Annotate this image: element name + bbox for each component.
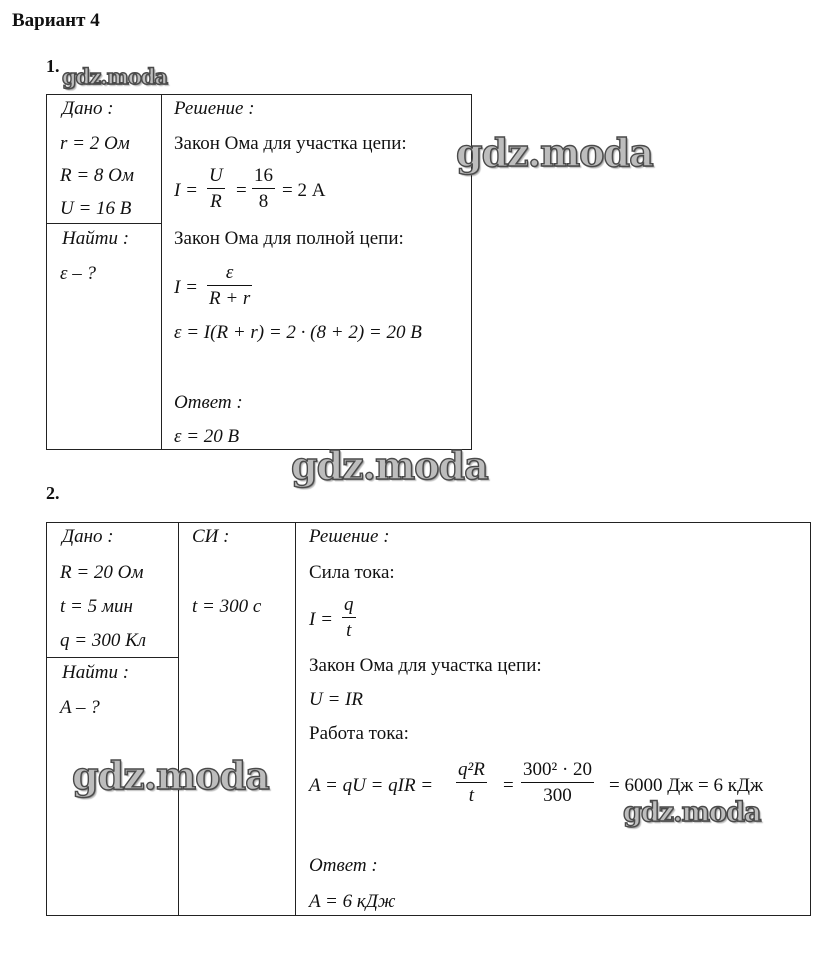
problem-2-given-item: q = 300 Кл bbox=[60, 630, 146, 651]
problem-2-eq1-fraction: q t bbox=[344, 594, 354, 641]
problem-1-eq3: ε = I(R + r) = 2 · (8 + 2) = 20 В bbox=[174, 322, 422, 343]
problem-2-answer-label: Ответ : bbox=[309, 855, 378, 876]
problem-2-eq3-equals: = bbox=[503, 775, 514, 796]
problem-2-eq1-lhs: I = bbox=[309, 609, 333, 630]
problem-2-law: Закон Ома для участка цепи: bbox=[309, 655, 542, 676]
problem-1-eq1-fraction-1: U R bbox=[209, 165, 223, 212]
problem-1-answer: ε = 20 В bbox=[174, 426, 240, 447]
problem-1-given-label: Дано : bbox=[62, 98, 114, 119]
problem-1-given-item: R = 8 Ом bbox=[60, 165, 135, 186]
problem-1-eq1-lhs: I = bbox=[174, 180, 198, 201]
problem-2-answer: A = 6 кДж bbox=[309, 891, 396, 912]
problem-2-current-label: Сила тока: bbox=[309, 562, 395, 583]
problem-2-si-value: t = 300 с bbox=[192, 596, 262, 617]
problem-1-solution-label: Решение : bbox=[174, 98, 255, 119]
problem-1-given-item: r = 2 Ом bbox=[60, 133, 130, 154]
problem-2-eq3-fraction-1: q²R t bbox=[458, 759, 485, 806]
problem-1-answer-label: Ответ : bbox=[174, 392, 243, 413]
problem-1-given-item: U = 16 В bbox=[60, 198, 132, 219]
problem-1-find-value: ε – ? bbox=[60, 263, 96, 284]
problem-2-number: 2. bbox=[46, 483, 60, 503]
watermark-logo: gdz.moda bbox=[72, 753, 269, 798]
problem-2-given-item: R = 20 Ом bbox=[60, 562, 144, 583]
problem-2-solution-label: Решение : bbox=[309, 526, 390, 547]
watermark-logo: gdz.moda bbox=[291, 443, 488, 488]
problem-2-eq2: U = IR bbox=[309, 689, 363, 710]
problem-2-eq3-lhs: A = qU = qIR = bbox=[309, 775, 434, 796]
problem-1-eq1-equals: = bbox=[236, 180, 247, 201]
watermark-logo: gdz.moda bbox=[623, 797, 761, 828]
watermark-logo: gdz.moda bbox=[456, 130, 653, 175]
watermark-logo: gdz.moda bbox=[62, 64, 168, 89]
problem-2-si-label: СИ : bbox=[192, 526, 230, 547]
problem-2-work-label: Работа тока: bbox=[309, 723, 409, 744]
problem-2-eq3-result: = 6000 Дж = 6 кДж bbox=[609, 775, 764, 796]
problem-2-eq3-fraction-2: 300² · 20 300 bbox=[523, 759, 593, 806]
problem-1-eq2-lhs: I = bbox=[174, 277, 198, 298]
problem-1-find-label: Найти : bbox=[62, 228, 130, 249]
problem-2-given-item: t = 5 мин bbox=[60, 596, 133, 617]
problem-2-find-label: Найти : bbox=[62, 662, 130, 683]
problem-2-find-value: A – ? bbox=[60, 697, 100, 718]
problem-1-law-1: Закон Ома для участка цепи: bbox=[174, 133, 407, 154]
problem-2-given-label: Дано : bbox=[62, 526, 114, 547]
problem-1-law-2: Закон Ома для полной цепи: bbox=[174, 228, 404, 249]
page-title: Вариант 4 bbox=[12, 10, 100, 31]
problem-1-eq1-result: = 2 А bbox=[282, 180, 326, 201]
problem-1-eq2-fraction: ε R + r bbox=[209, 262, 251, 309]
problem-1-eq1-fraction-2: 16 8 bbox=[254, 165, 273, 212]
problem-1-number: 1. bbox=[46, 56, 60, 76]
